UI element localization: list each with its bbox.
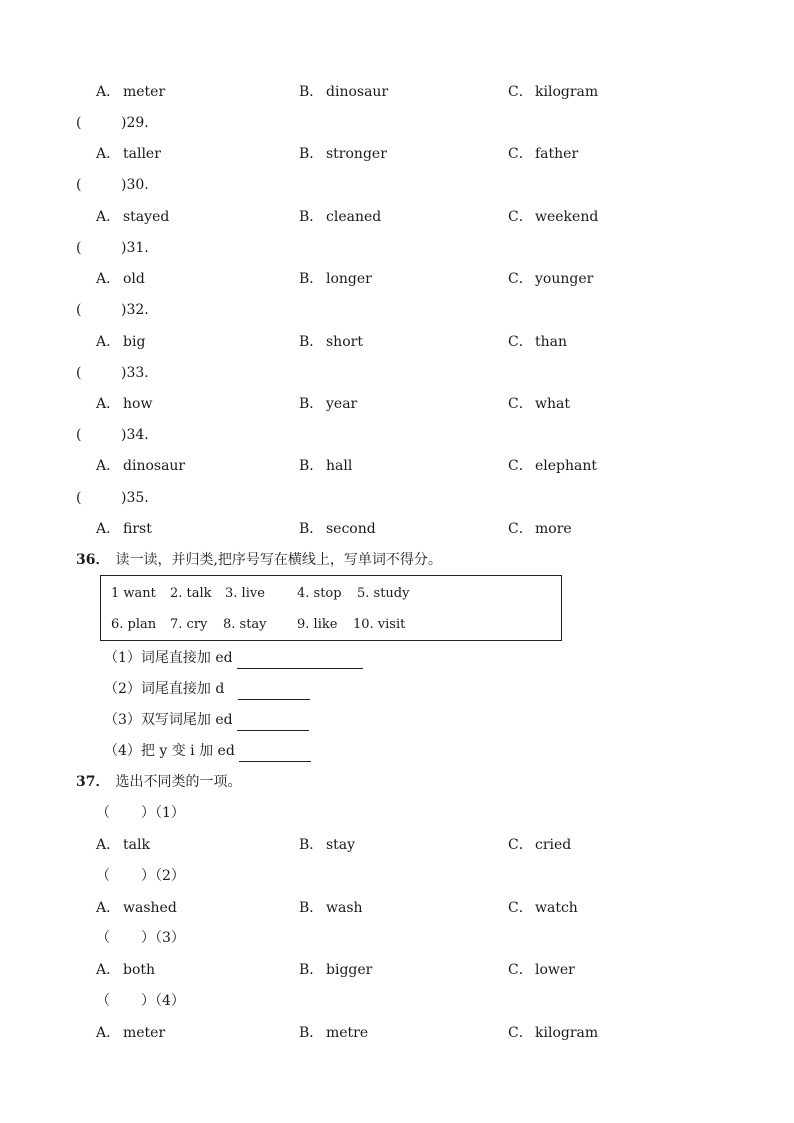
option-a: A． old: [96, 271, 145, 287]
fill-row-4: [0, 740, 794, 762]
option-row-37-1: [0, 834, 794, 856]
option-c: C． what: [508, 396, 570, 412]
option-b: B． wash: [299, 900, 363, 916]
answer-blank[interactable]: [239, 745, 311, 762]
fill-row-1: [0, 647, 794, 669]
option-row-37-3: [0, 959, 794, 981]
question-label: ( )35.: [76, 490, 149, 506]
question-34: [0, 424, 794, 446]
question-32: [0, 299, 794, 321]
question-33: [0, 362, 794, 384]
option-c: C． more: [508, 521, 572, 537]
answer-blank[interactable]: [237, 714, 309, 731]
option-a: A． meter: [96, 84, 166, 100]
question-label: （ ）（1）: [96, 805, 185, 821]
question-instruction: 读一读，并归类,把序号写在横线上，写单词不得分。: [115, 552, 442, 568]
word-item: 5. study: [357, 586, 410, 601]
question-37-2: [0, 865, 794, 887]
question-label: ( )34.: [76, 427, 149, 443]
option-row-29: [0, 143, 794, 165]
option-b: B． hall: [299, 458, 353, 474]
question-37-title: [0, 771, 794, 793]
option-row-37-4: [0, 1022, 794, 1044]
question-number: 36．: [76, 552, 110, 568]
fill-row-2: [0, 678, 794, 700]
fill-label: （4）把 y 变 i 加 ed: [104, 743, 235, 759]
option-b: B． stay: [299, 837, 356, 853]
word-item: 7. cry: [170, 617, 208, 632]
option-row-34: [0, 455, 794, 477]
option-b: B． dinosaur: [299, 84, 389, 100]
question-label: ( )29.: [76, 115, 149, 131]
option-row-33: [0, 393, 794, 415]
word-item: 8. stay: [223, 617, 267, 632]
question-number: 37．: [76, 774, 110, 790]
word-item: 9. like: [297, 617, 338, 632]
option-a: A． big: [96, 334, 146, 350]
question-36-title: [0, 549, 794, 571]
option-c: C． elephant: [508, 458, 598, 474]
fill-row-3: [0, 709, 794, 731]
option-c: C． kilogram: [508, 1025, 599, 1041]
question-label: （ ）（2）: [96, 868, 185, 884]
question-label: ( )32.: [76, 302, 149, 318]
option-c: C． younger: [508, 271, 594, 287]
option-row-32: [0, 331, 794, 353]
word-item: 3. live: [225, 586, 265, 601]
option-c: C． father: [508, 146, 579, 162]
question-label: （ ）（3）: [96, 930, 185, 946]
question-37-1: [0, 802, 794, 824]
option-b: B． longer: [299, 271, 372, 287]
answer-blank[interactable]: [237, 652, 363, 669]
option-a: A． both: [96, 962, 156, 978]
question-37-4: [0, 990, 794, 1012]
option-c: C． than: [508, 334, 568, 350]
word-item: 10. visit: [353, 617, 406, 632]
question-30: [0, 174, 794, 196]
option-c: C． watch: [508, 900, 578, 916]
option-row-28: [0, 81, 794, 103]
fill-label: （1）词尾直接加 ed: [104, 650, 233, 666]
option-row-31: [0, 268, 794, 290]
option-b: B． cleaned: [299, 209, 382, 225]
option-row-37-2: [0, 897, 794, 919]
option-a: A． taller: [96, 146, 161, 162]
option-a: A． stayed: [96, 209, 170, 225]
fill-label: （3）双写词尾加 ed: [104, 712, 233, 728]
option-b: B． stronger: [299, 146, 387, 162]
word-box: [100, 575, 562, 641]
question-label: ( )31.: [76, 240, 149, 256]
question-29: [0, 112, 794, 134]
word-item: 2. talk: [170, 586, 212, 601]
option-row-35: [0, 518, 794, 540]
question-31: [0, 237, 794, 259]
option-a: A． dinosaur: [96, 458, 186, 474]
option-row-30: [0, 206, 794, 228]
option-c: C． kilogram: [508, 84, 599, 100]
option-a: A． talk: [96, 837, 150, 853]
option-a: A． how: [96, 396, 153, 412]
option-c: C． lower: [508, 962, 575, 978]
option-a: A． first: [96, 521, 152, 537]
option-b: B． short: [299, 334, 363, 350]
question-35: [0, 487, 794, 509]
question-label: （ ）（4）: [96, 993, 185, 1009]
option-a: A． meter: [96, 1025, 166, 1041]
option-b: B． bigger: [299, 962, 373, 978]
question-instruction: 选出不同类的一项。: [115, 774, 242, 790]
word-item: 1 want: [111, 586, 156, 601]
option-b: B． year: [299, 396, 358, 412]
question-label: ( )30.: [76, 177, 149, 193]
option-c: C． weekend: [508, 209, 599, 225]
fill-label: （2）词尾直接加 d: [104, 681, 225, 697]
option-b: B． second: [299, 521, 376, 537]
option-b: B． metre: [299, 1025, 369, 1041]
question-37-3: [0, 927, 794, 949]
option-c: C． cried: [508, 837, 572, 853]
word-item: 6. plan: [111, 617, 157, 632]
word-item: 4. stop: [297, 586, 342, 601]
option-a: A． washed: [96, 900, 177, 916]
answer-blank[interactable]: [238, 683, 310, 700]
question-label: ( )33.: [76, 365, 149, 381]
